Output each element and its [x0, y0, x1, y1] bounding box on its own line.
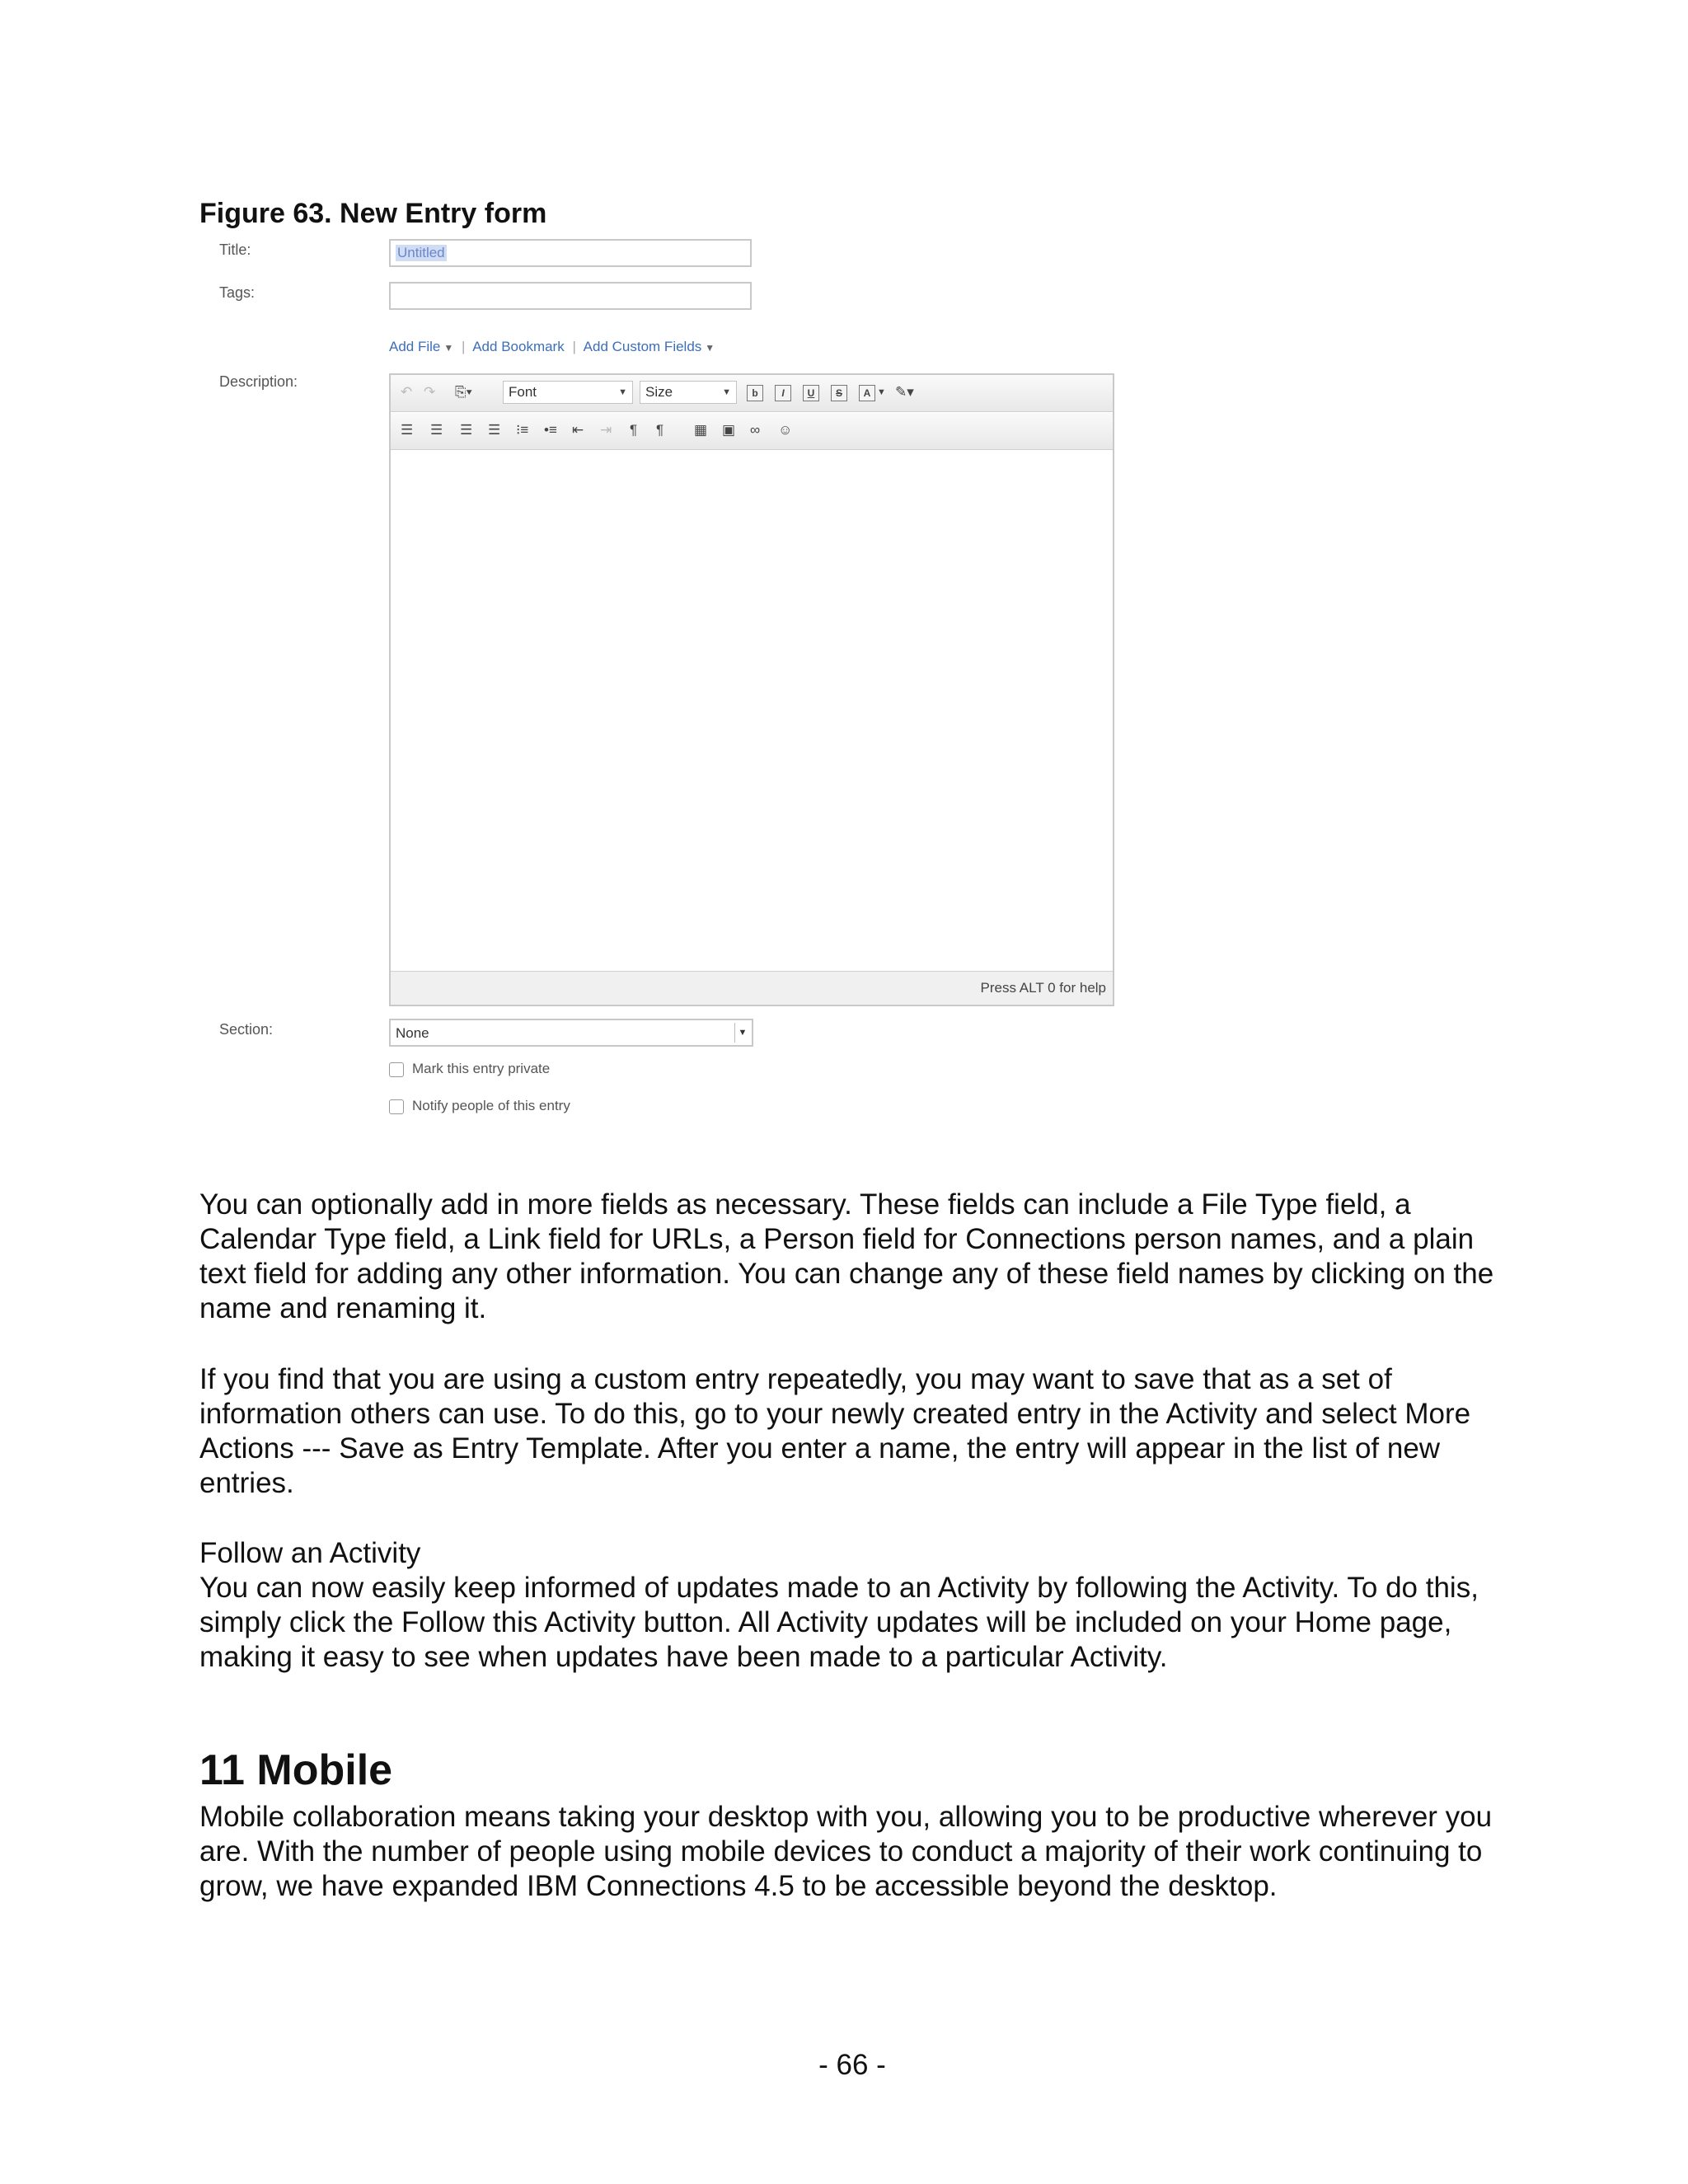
- figure-caption: Figure 63. New Entry form: [199, 198, 547, 229]
- tags-label: Tags:: [219, 284, 256, 301]
- link-icon[interactable]: ∞: [750, 422, 761, 438]
- indent-icon[interactable]: ⇥: [600, 422, 612, 438]
- text-color-icon[interactable]: A: [859, 385, 875, 401]
- size-dropdown-label: Size: [645, 384, 673, 400]
- paragraph-follow-activity: You can now easily keep informed of updates made to an Activity by following the Activity. To do this, simply click the Follow this Activity button. All Activity updates will be included on your Home page, making it easy to see when updates have been made to a particular Activity.: [199, 1572, 1479, 1673]
- add-custom-fields-link[interactable]: Add Custom Fields: [583, 339, 702, 354]
- editor-toolbar-top: [391, 375, 1113, 412]
- add-file-link[interactable]: Add File: [389, 339, 441, 354]
- private-checkbox-label: Mark this entry private: [412, 1061, 551, 1076]
- editor-toolbar-bottom: [391, 413, 1113, 450]
- bold-icon[interactable]: b: [747, 385, 763, 401]
- paragraph-mobile: Mobile collaboration means taking your desktop with you, allowing you to be productive wherever you are. With the number of people using mobile devices to conduct a majority of their work continuing to grow, we have expanded IBM Connections 4.5 to be accessible beyond the desktop.: [199, 1801, 1493, 1902]
- follow-activity-heading: Follow an Activity: [199, 1537, 421, 1569]
- font-dropdown[interactable]: [503, 381, 633, 404]
- rtl-icon[interactable]: ¶: [656, 422, 664, 438]
- numbered-list-icon[interactable]: ⁝≡: [516, 422, 529, 438]
- link-separator: |: [462, 339, 466, 354]
- font-dropdown-label: Font: [509, 384, 537, 400]
- tags-input[interactable]: [389, 282, 752, 310]
- section-label: Section:: [219, 1021, 274, 1038]
- align-left-icon[interactable]: ☰: [401, 422, 414, 438]
- chevron-down-icon: ▼: [722, 387, 731, 397]
- justify-icon[interactable]: ☰: [488, 422, 501, 438]
- notify-checkbox-label: Notify people of this entry: [412, 1098, 570, 1113]
- ltr-icon[interactable]: ¶: [630, 422, 638, 438]
- image-icon[interactable]: ▣: [722, 422, 736, 438]
- add-file-chevron-down-icon[interactable]: ▼: [443, 342, 454, 354]
- new-entry-form: [198, 235, 1121, 1133]
- page-number: - 66 -: [818, 2049, 886, 2081]
- chevron-down-icon[interactable]: ▼: [877, 387, 886, 397]
- redo-icon[interactable]: ↷: [424, 384, 436, 400]
- editor-status-bar: [391, 971, 1113, 1005]
- underline-icon[interactable]: U: [803, 385, 819, 401]
- chevron-down-icon: ▼: [618, 387, 627, 397]
- italic-icon[interactable]: I: [775, 385, 791, 401]
- paragraph-custom-fields: You can optionally add in more fields as necessary. These fields can include a File Type field, a Calendar Type field, a Link field for URLs, a Person field for Connections person names, and a plain text field for adding any other information. You can change any of these field names by clicking on the name and renaming it.: [199, 1188, 1494, 1324]
- align-right-icon[interactable]: ☰: [460, 422, 473, 438]
- emoticon-icon[interactable]: ☺: [778, 422, 793, 438]
- strikethrough-icon[interactable]: S: [831, 385, 847, 401]
- title-input[interactable]: [389, 239, 752, 267]
- title-value: Untitled: [397, 245, 445, 260]
- link-separator: |: [572, 339, 576, 354]
- editor-content-area[interactable]: [391, 451, 1113, 970]
- editor-help-text: Press ALT 0 for help: [980, 980, 1106, 996]
- chevron-down-icon[interactable]: ▼: [734, 1023, 750, 1043]
- notify-checkbox[interactable]: [389, 1099, 404, 1114]
- add-custom-fields-chevron-down-icon[interactable]: ▼: [705, 342, 715, 354]
- rich-text-editor: [389, 373, 1114, 1006]
- table-icon[interactable]: ▦: [694, 422, 708, 438]
- attachment-links: [389, 339, 715, 355]
- undo-icon[interactable]: ↶: [401, 384, 413, 400]
- title-label: Title:: [219, 241, 251, 258]
- size-dropdown[interactable]: [640, 381, 737, 404]
- section-heading: 11 Mobile: [199, 1746, 393, 1794]
- bullet-list-icon[interactable]: •≡: [544, 422, 557, 438]
- highlight-color-icon[interactable]: ✎▾: [895, 384, 914, 400]
- section-select-value: None: [396, 1025, 429, 1041]
- paste-icon[interactable]: ⎘▾: [455, 384, 472, 400]
- outdent-icon[interactable]: ⇤: [572, 422, 584, 438]
- description-label: Description:: [219, 373, 298, 390]
- add-bookmark-link[interactable]: Add Bookmark: [472, 339, 565, 354]
- align-center-icon[interactable]: ☰: [430, 422, 443, 438]
- private-checkbox-row[interactable]: [389, 1061, 550, 1077]
- private-checkbox[interactable]: [389, 1062, 404, 1077]
- notify-checkbox-row[interactable]: [389, 1098, 570, 1114]
- section-select[interactable]: [389, 1019, 753, 1047]
- paragraph-entry-template: If you find that you are using a custom entry repeatedly, you may want to save that as a set of information others can use. To do this, go to your newly created entry in the Activity and select More Actions --- Save as Entry Template. After you enter a name, the entry will appear in the list of new entries.: [199, 1363, 1471, 1499]
